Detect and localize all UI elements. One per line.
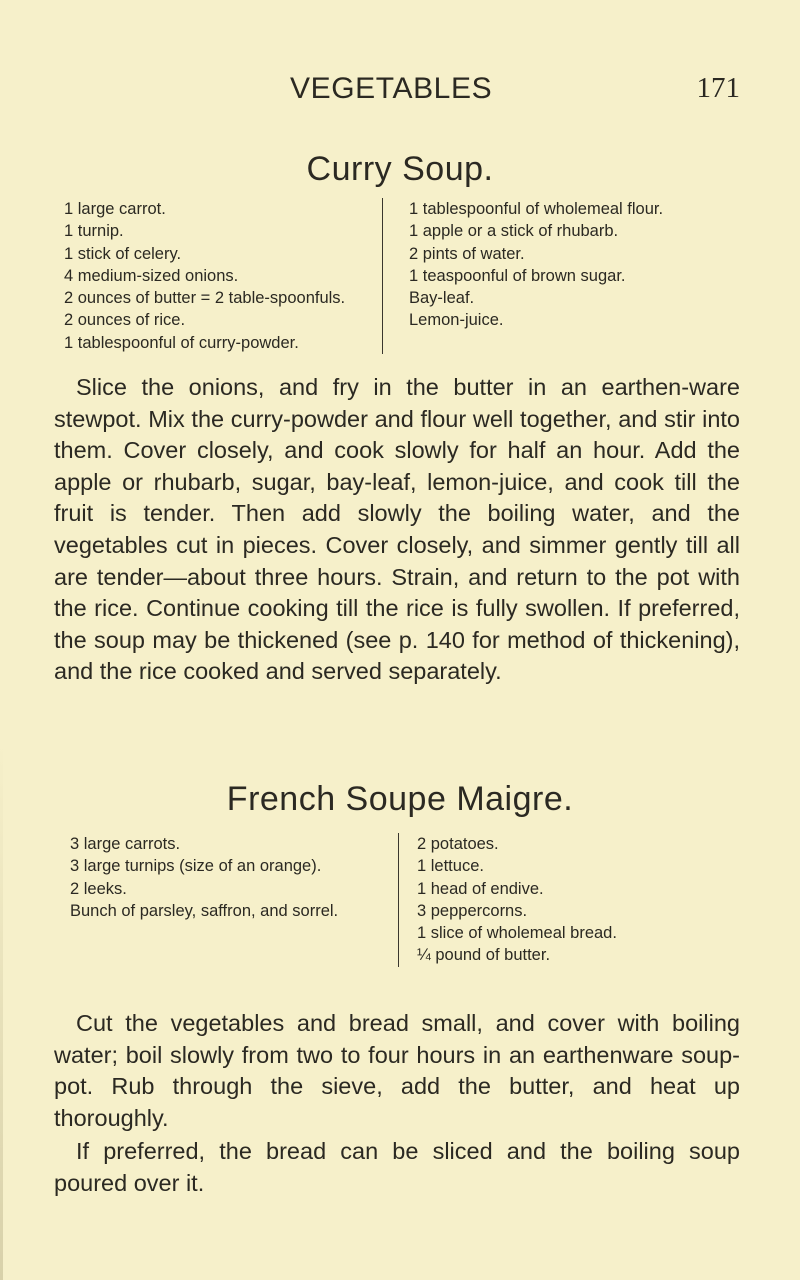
recipe-title-french-soupe-maigre: French Soupe Maigre. xyxy=(226,780,574,818)
ingredient: ¼ pound of butter. xyxy=(417,946,551,965)
page-number: 171 xyxy=(696,72,740,104)
ingredient: 2 pints of water. xyxy=(409,244,525,263)
running-title: VEGETABLES xyxy=(290,72,493,105)
ingredient: 2 potatoes. xyxy=(417,835,499,853)
recipe-title-curry-soup: Curry Soup. xyxy=(306,150,494,188)
method-paragraph: Slice the onions, and fry in the butter in an earthen-ware stewpot. Mix the curry-powder and flour well together, and stir into them. Cover closely, and cook slowly for half an hour. Add the apple or rhubarb, sugar, bay-leaf, lemon-juice, and cook till the fruit is tender. Then add slowly the boiling water, and the vegetables cut in pieces. Cover closely, and simmer gently till all are tender—about three hours. Strain, and return to the pot with the rice. Continue cooking till the rice is fully swollen. If preferred, the soup may be thickened (see p. 140 for method of thickening), and the rice cooked and served separately. xyxy=(54,374,740,685)
ingredient: Bunch of parsley, saffron, and sorrel. xyxy=(70,901,339,920)
ingredient: 4 medium-sized onions. xyxy=(64,266,239,285)
ingredient: 1 tablespoonful of wholemeal flour. xyxy=(409,200,664,218)
ingredient: 1 turnip. xyxy=(64,222,124,241)
ingredient: 1 apple or a stick of rhubarb. xyxy=(409,222,619,241)
ingredient: 2 ounces of butter = 2 table-spoonfuls. xyxy=(64,289,346,308)
running-header xyxy=(54,72,746,108)
page-edge-shadow xyxy=(0,740,3,1280)
ingredient: Lemon-juice. xyxy=(409,311,504,330)
ingredient: 1 tablespoonful of curry-powder. xyxy=(64,333,299,352)
ingredients-column-left xyxy=(70,833,398,922)
ingredients-column-left xyxy=(64,198,382,354)
method-paragraph: If preferred, the bread can be sliced and the boiling soup poured over it. xyxy=(54,1138,740,1196)
method-paragraph: Cut the vegetables and bread small, and cover with boiling water; boil slowly from two to four hours in an earthenware soup-pot. Rub through the sieve, add the butter, and heat up thoroughly. xyxy=(54,1010,740,1131)
ingredient: 2 ounces of rice. xyxy=(64,311,186,330)
ingredients-column-right xyxy=(399,833,737,967)
ingredient: 1 large carrot. xyxy=(64,200,166,218)
ingredient: 1 head of endive. xyxy=(417,879,544,898)
ingredient: 3 large turnips (size of an orange). xyxy=(70,857,322,876)
ingredient: 1 lettuce. xyxy=(417,857,484,876)
ingredients-curry-soup xyxy=(64,198,746,354)
ingredient: 3 large carrots. xyxy=(70,835,181,853)
ingredient: 2 leeks. xyxy=(70,879,127,898)
ingredient: 1 stick of celery. xyxy=(64,244,182,263)
ingredients-column-right xyxy=(383,198,739,332)
ingredient: 3 peppercorns. xyxy=(417,901,528,920)
ingredient: Bay-leaf. xyxy=(409,289,475,308)
ingredients-soupe-maigre xyxy=(70,833,746,967)
ingredient: 1 teaspoonful of brown sugar. xyxy=(409,266,626,285)
ingredient: 1 slice of wholemeal bread. xyxy=(417,924,617,943)
